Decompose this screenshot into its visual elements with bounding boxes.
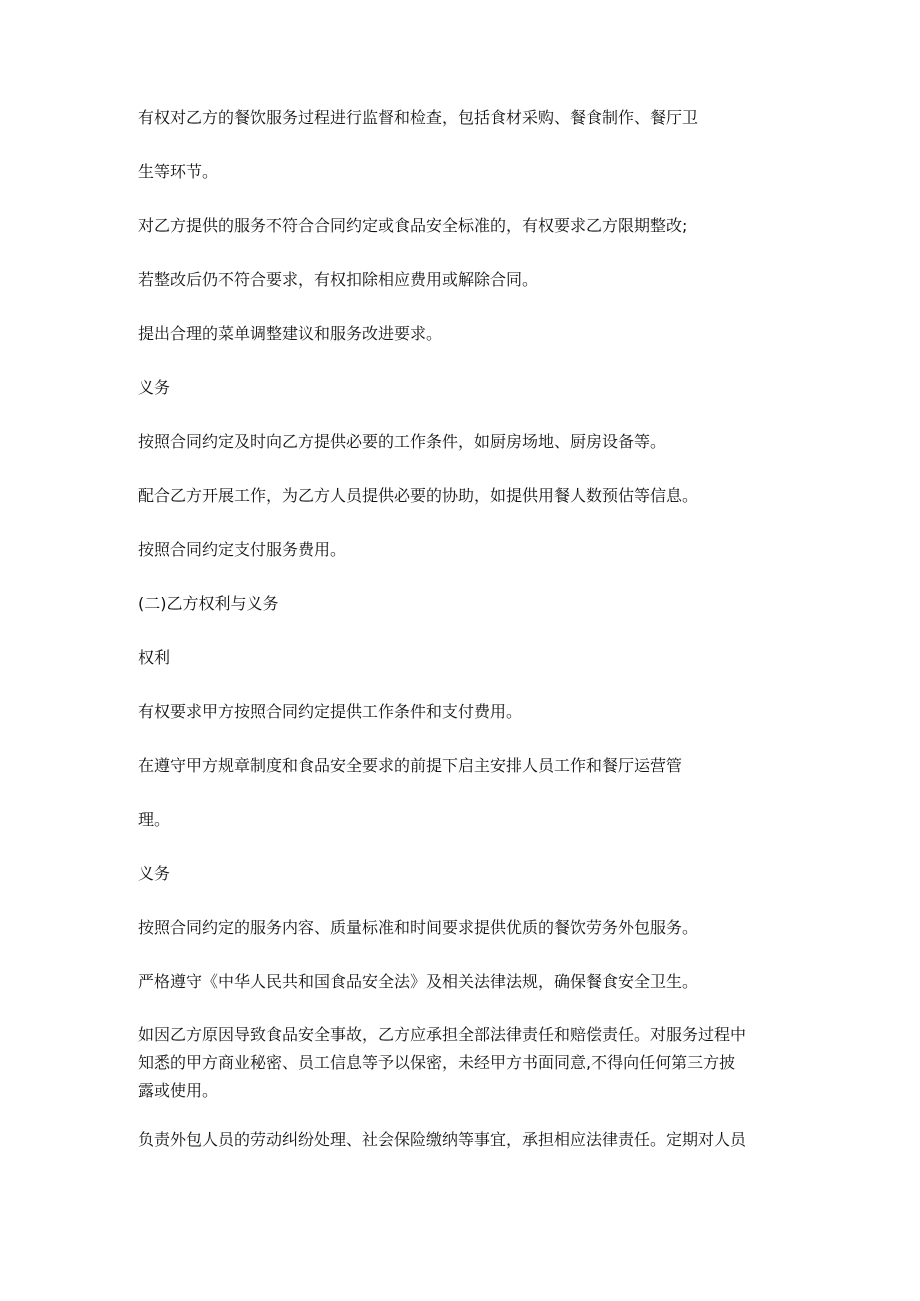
paragraph-line: 在遵守甲方规章制度和食品安全要求的前提下启主安排人员工作和餐厅运营管 bbox=[138, 756, 683, 775]
section-heading-party-b: (二)乙方权利与义务 bbox=[138, 594, 279, 613]
paragraph-line: 知悉的甲方商业秘密、员工信息等予以保密，未经甲方书面同意,不得向任何第三方披 bbox=[138, 1053, 736, 1072]
paragraph-line: 按照合同约定的服务内容、质量标准和时间要求提供优质的餐饮劳务外包服务。 bbox=[138, 918, 699, 937]
paragraph-line: 配合乙方开展工作，为乙方人员提供必要的协助，如提供用餐人数预估等信息。 bbox=[138, 486, 699, 505]
section-heading-obligations: 义务 bbox=[138, 864, 171, 883]
paragraph-line: 如因乙方原因导致食品安全事故，乙方应承担全部法律责任和赔偿责任。对服务过程中 bbox=[138, 1025, 747, 1044]
paragraph-line: 按照合同约定支付服务费用。 bbox=[138, 540, 347, 559]
paragraph-line: 若整改后仍不符合要求，有权扣除相应费用或解除合同。 bbox=[138, 270, 539, 289]
paragraph-line: 按照合同约定及时向乙方提供必要的工作条件，如厨房场地、厨房设备等。 bbox=[138, 432, 667, 451]
paragraph-line: 有权对乙方的餐饮服务过程进行监督和检查，包括食材采购、餐食制作、餐厅卫 bbox=[138, 108, 699, 127]
paragraph-line: 提出合理的菜单调整建议和服务改进要求。 bbox=[138, 324, 443, 343]
paragraph-line: 露或使用。 bbox=[138, 1081, 219, 1100]
paragraph-line: 理。 bbox=[138, 810, 171, 829]
paragraph-line: 严格遵守《中华人民共和国食品安全法》及相关法律法规，确保餐食安全卫生。 bbox=[138, 972, 699, 991]
paragraph-line: 有权要求甲方按照合同约定提供工作条件和支付费用。 bbox=[138, 702, 523, 721]
paragraph-line: 负责外包人员的劳动纠纷处理、社会保险缴纳等事宜，承担相应法律责任。定期对人员 bbox=[138, 1130, 747, 1149]
paragraph-line: 生等环节。 bbox=[138, 162, 219, 181]
section-heading-obligations: 义务 bbox=[138, 378, 171, 397]
paragraph-line: 对乙方提供的服务不符合合同约定或食品安全标准的，有权要求乙方限期整改; bbox=[138, 216, 688, 235]
section-heading-rights: 权利 bbox=[138, 648, 171, 667]
